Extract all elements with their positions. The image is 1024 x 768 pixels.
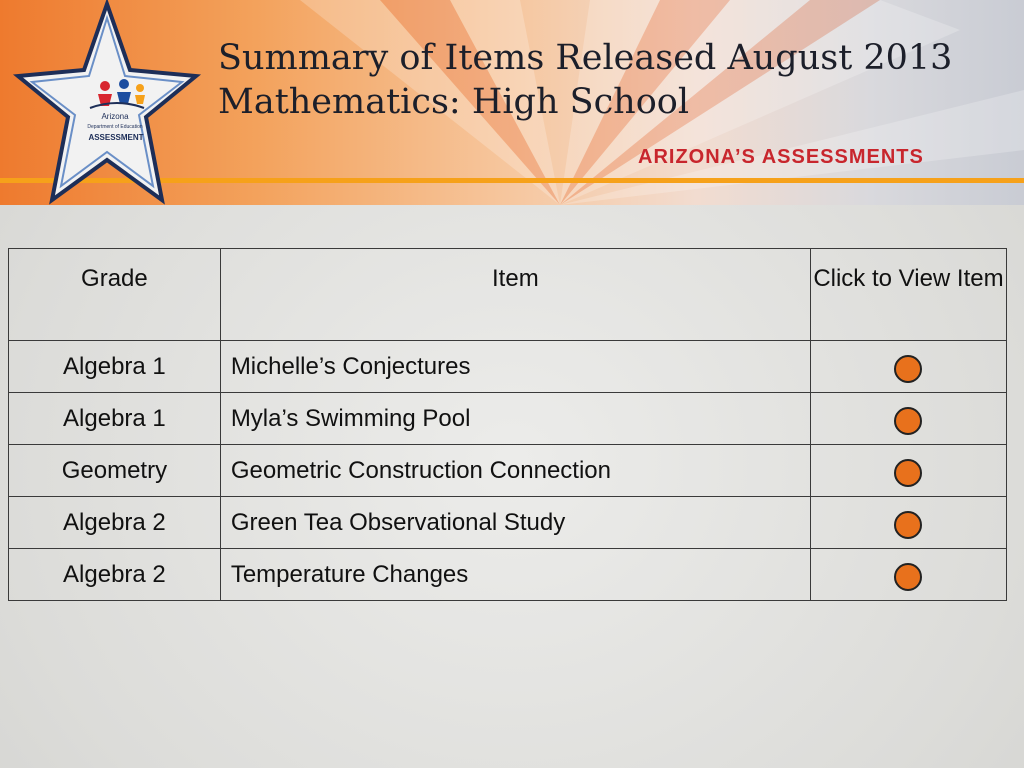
header-view: Click to View Item — [810, 249, 1006, 341]
view-cell — [810, 445, 1006, 497]
view-item-button[interactable] — [894, 459, 922, 487]
header-item: Item — [220, 249, 810, 341]
row-item-link: Temperature Changes — [220, 549, 810, 601]
header-grade: Grade — [9, 249, 221, 341]
row-item-link: Myla’s Swimming Pool — [220, 393, 810, 445]
table-header-row — [9, 249, 1007, 341]
view-cell — [810, 549, 1006, 601]
row-item-link: Michelle’s Conjectures — [220, 341, 810, 393]
view-item-button[interactable] — [894, 511, 922, 539]
header-banner — [0, 0, 1024, 205]
released-items-table — [8, 248, 1007, 601]
brand-label: ARIZONA’S ASSESSMENTS — [638, 146, 924, 168]
view-cell — [810, 497, 1006, 549]
view-item-button[interactable] — [894, 355, 922, 383]
logo-arizona-text: Arizona — [101, 112, 129, 121]
row-item-link: Green Tea Observational Study — [220, 497, 810, 549]
logo-department-text: Department of Education — [87, 124, 143, 130]
row-grade: Algebra 2 — [9, 497, 221, 549]
row-item-link: Geometric Construction Connection — [220, 445, 810, 497]
view-cell — [810, 341, 1006, 393]
table-row — [9, 445, 1007, 497]
title-line-1: Summary of Items Released August 2013 — [218, 38, 953, 78]
row-grade: Algebra 1 — [9, 393, 221, 445]
view-cell — [810, 393, 1006, 445]
view-item-button[interactable] — [894, 563, 922, 591]
row-grade: Algebra 1 — [9, 341, 221, 393]
assessment-star-logo — [12, 0, 202, 205]
page-title — [218, 36, 952, 124]
row-grade: Geometry — [9, 445, 221, 497]
figure-red-icon — [100, 81, 110, 91]
row-grade: Algebra 2 — [9, 549, 221, 601]
table-row — [9, 393, 1007, 445]
title-line-2: Mathematics: High School — [218, 82, 690, 122]
table-row — [9, 341, 1007, 393]
view-item-button[interactable] — [894, 407, 922, 435]
table-row — [9, 549, 1007, 601]
logo-assessment-text: ASSESSMENT — [88, 133, 144, 142]
table-row — [9, 497, 1007, 549]
